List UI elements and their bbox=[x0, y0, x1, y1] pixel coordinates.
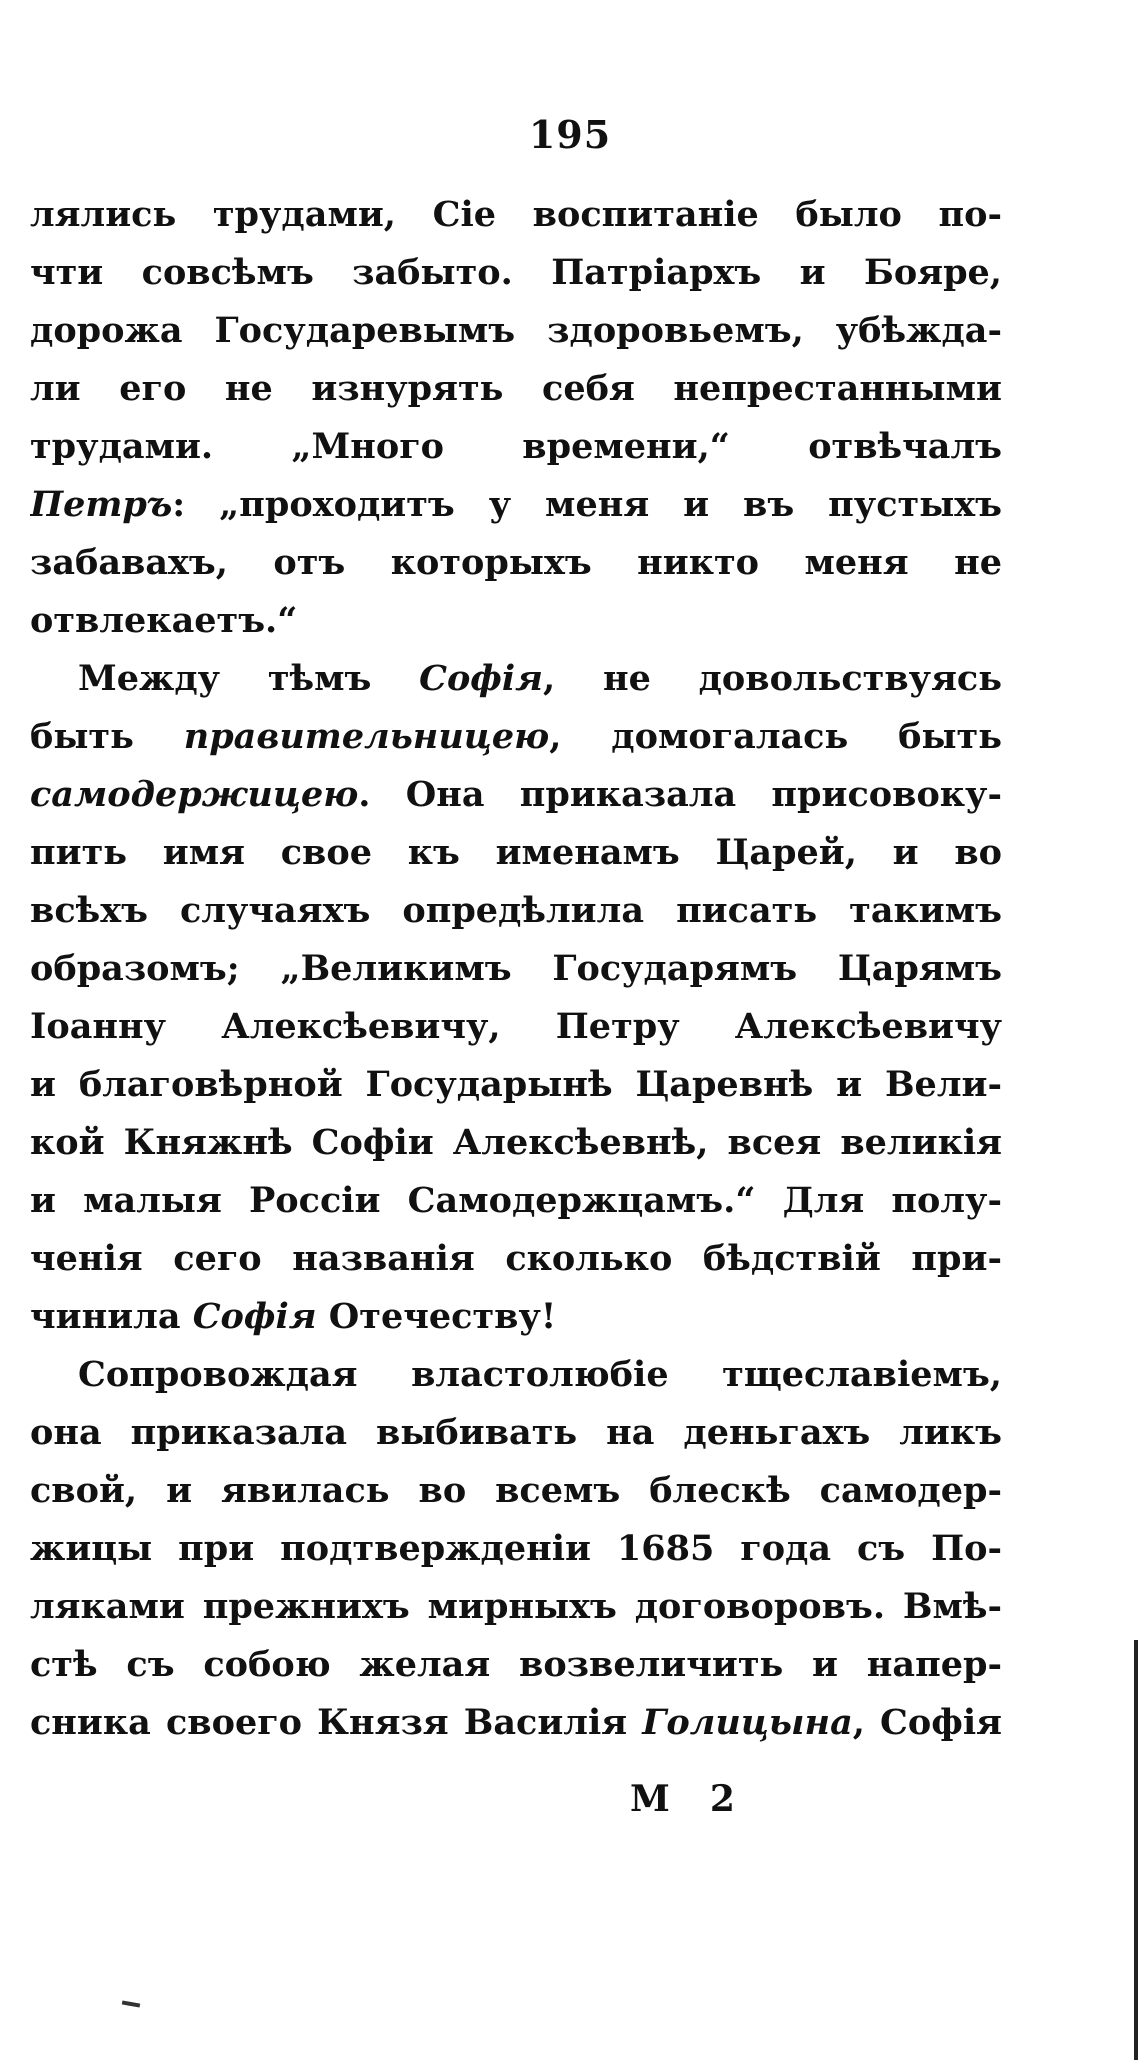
italic-text-run: Софiя bbox=[192, 1296, 317, 1337]
text-line bbox=[30, 650, 1002, 708]
text-line bbox=[30, 766, 1002, 824]
text-line bbox=[30, 302, 1002, 360]
text-line bbox=[30, 1172, 1002, 1230]
text-line bbox=[30, 882, 1002, 940]
italic-text-run: Софiя bbox=[419, 658, 544, 699]
text-run: Сопровождая властолюбiе тщеславiемъ, bbox=[78, 1354, 1002, 1395]
text-run: всѣхъ случаяхъ опредѣлила писать такимъ bbox=[30, 890, 1002, 931]
text-line bbox=[30, 1462, 1002, 1520]
text-run: жицы при подтвержденiи 1685 года съ По- bbox=[30, 1528, 1002, 1569]
text-run: лялись трудами, Сiе воспитанiе было по- bbox=[30, 194, 1002, 235]
text-run: Iоанну Алексѣевичу, Петру Алексѣевичу bbox=[30, 1006, 1002, 1047]
text-line bbox=[30, 708, 1002, 766]
text-run: ли его не изнурять себя непрестанными bbox=[30, 368, 1002, 409]
italic-text-run: самодержицею bbox=[30, 774, 359, 815]
text-run: и малыя Россiи Самодержцамъ.“ Для полу- bbox=[30, 1180, 1002, 1221]
text-run: пить имя свое къ именамъ Царей, и во bbox=[30, 832, 1002, 873]
text-line bbox=[30, 1346, 1002, 1404]
page-edge-rule bbox=[1134, 1640, 1138, 2060]
italic-text-run: правительницею bbox=[183, 716, 550, 757]
text-line bbox=[30, 592, 1002, 650]
italic-text-run: Петръ bbox=[30, 484, 173, 525]
text-line bbox=[30, 1578, 1002, 1636]
text-run: , домогалась быть bbox=[549, 716, 1002, 757]
text-run: : „проходитъ у меня и въ пустыхъ bbox=[172, 484, 1002, 525]
text-run: сника своего Князя Василiя bbox=[30, 1702, 643, 1743]
text-run: Между тѣмъ bbox=[78, 658, 420, 699]
text-line bbox=[30, 824, 1002, 882]
text-run: . Она приказала присовоку- bbox=[358, 774, 1002, 815]
stray-mark bbox=[122, 2000, 140, 2007]
text-run: дорожа Государевымъ здоровьемъ, убѣжда- bbox=[30, 310, 1002, 351]
text-run: трудами. „Много времени,“ отвѣчалъ bbox=[30, 426, 1002, 467]
text-line bbox=[30, 1404, 1002, 1462]
text-line bbox=[30, 1694, 1002, 1752]
text-run: она приказала выбивать на деньгахъ ликъ bbox=[30, 1412, 1002, 1453]
text-line bbox=[30, 1520, 1002, 1578]
text-run: быть bbox=[30, 716, 184, 757]
italic-text-run: Голицына bbox=[642, 1702, 853, 1743]
text-line bbox=[30, 998, 1002, 1056]
signature-letter: M bbox=[630, 1778, 674, 1820]
body-text bbox=[30, 186, 1002, 1752]
text-run: , Софiя bbox=[852, 1702, 1002, 1743]
text-line bbox=[30, 360, 1002, 418]
text-line bbox=[30, 186, 1002, 244]
text-line bbox=[30, 534, 1002, 592]
text-run: чинила bbox=[30, 1296, 193, 1337]
printer-signature-mark bbox=[630, 1778, 739, 1820]
text-run: кой Княжнѣ Софiи Алексѣевнѣ, всея великiя bbox=[30, 1122, 1002, 1163]
text-line bbox=[30, 1056, 1002, 1114]
text-line bbox=[30, 940, 1002, 998]
text-run: стѣ съ собою желая возвеличить и напер- bbox=[30, 1644, 1002, 1685]
text-run: , не довольствуясь bbox=[543, 658, 1002, 699]
text-line bbox=[30, 244, 1002, 302]
text-run: ляками прежнихъ мирныхъ договоровъ. Вмѣ- bbox=[30, 1586, 1002, 1627]
signature-number: 2 bbox=[709, 1778, 739, 1820]
text-line bbox=[30, 1114, 1002, 1172]
text-run: забавахъ, отъ которыхъ никто меня не bbox=[30, 542, 1002, 583]
text-run: свой, и явилась во всемъ блескѣ самодер- bbox=[30, 1470, 1002, 1511]
text-line bbox=[30, 1636, 1002, 1694]
text-run: образомъ; „Великимъ Государямъ Царямъ bbox=[30, 948, 1002, 989]
text-run: чти совсѣмъ забыто. Патрiархъ и Бояре, bbox=[30, 252, 1002, 293]
text-run: отвлекаетъ.“ bbox=[30, 600, 298, 641]
text-run: и благовѣрной Государынѣ Царевнѣ и Вели- bbox=[30, 1064, 1002, 1105]
text-run: Отечеству! bbox=[316, 1296, 557, 1337]
text-line bbox=[30, 418, 1002, 476]
text-line bbox=[30, 1288, 1002, 1346]
text-line bbox=[30, 1230, 1002, 1288]
text-line bbox=[30, 476, 1002, 534]
text-run: ченiя сего названiя сколько бѣдствiй при- bbox=[30, 1238, 1002, 1279]
page-number: 195 bbox=[528, 112, 612, 157]
